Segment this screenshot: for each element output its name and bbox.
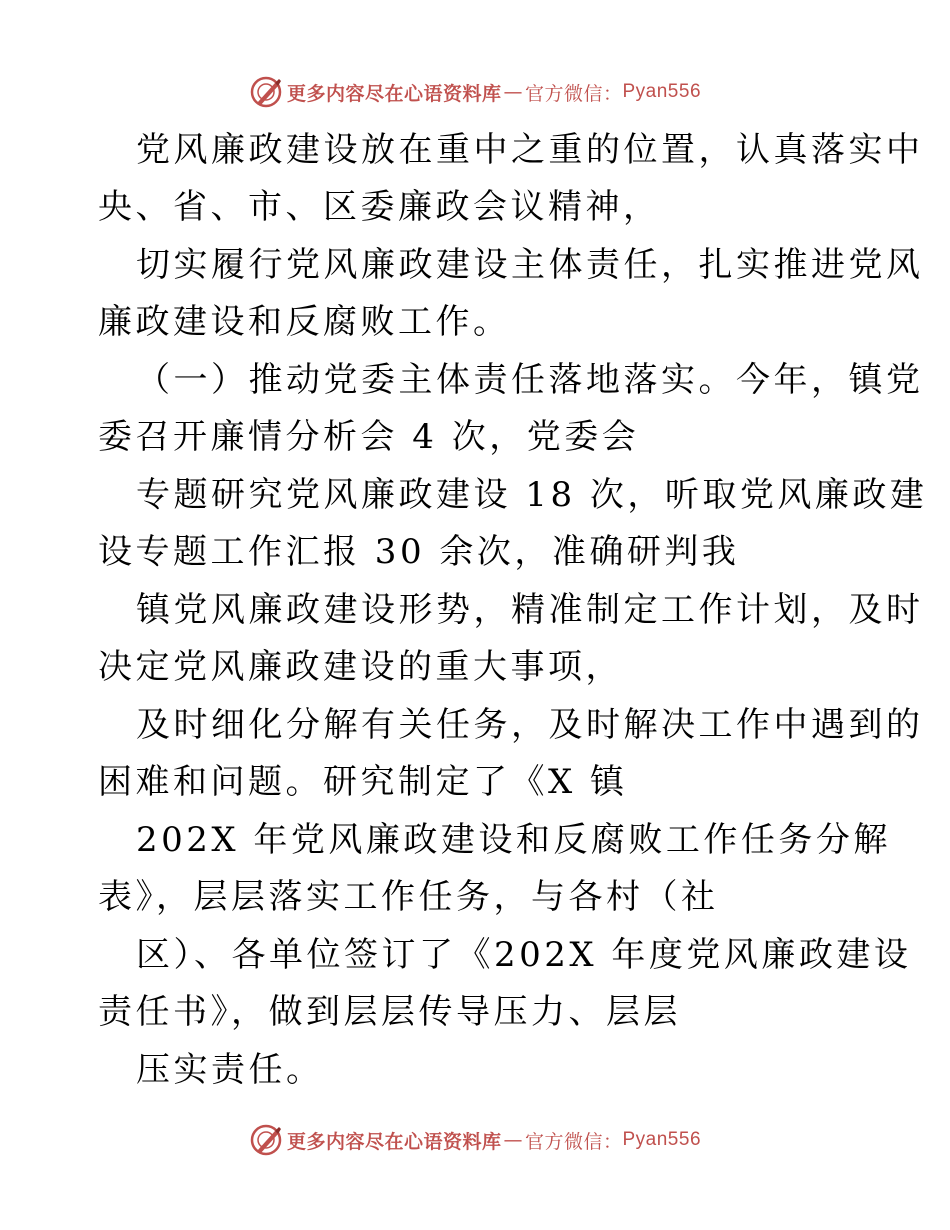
- paragraph-line: 表》，层层落实工作任务，与各村（社: [98, 877, 719, 917]
- watermark-id: Pyan556: [622, 1129, 702, 1150]
- paragraph-line: 及时细化分解有关任务，及时解决工作中遇到的: [136, 705, 924, 745]
- watermark-label: 官方微信：: [524, 1130, 623, 1153]
- paragraph-line: 委召开廉情分析会 4 次，党委会: [98, 417, 640, 457]
- paragraph-line: 设专题工作汇报 30 余次，准确研判我: [98, 532, 740, 572]
- paragraph-line: 区）、各单位签订了《202X 年度党风廉政建设: [136, 935, 912, 975]
- footer-watermark: [0, 1120, 950, 1160]
- watermark-dash: —: [503, 1129, 523, 1151]
- watermark-dash: —: [503, 81, 523, 103]
- paragraph-line: （一）推动党委主体责任落地落实。今年，镇党: [136, 360, 924, 400]
- watermark-id: Pyan556: [622, 81, 702, 102]
- paragraph-line: 困难和问题。研究制定了《X 镇: [98, 762, 628, 802]
- paragraph-line: 决定党风廉政建设的重大事项，: [98, 647, 623, 687]
- watermark-label: 官方微信：: [524, 82, 623, 105]
- paragraph-line: 镇党风廉政建设形势，精准制定工作计划，及时: [136, 590, 924, 630]
- paragraph-line: 202X 年党风廉政建设和反腐败工作任务分解: [136, 820, 891, 860]
- watermark-main-text: 更多内容尽在心语资料库: [286, 1130, 502, 1153]
- watermark-main-text: 更多内容尽在心语资料库: [286, 82, 502, 105]
- paragraph-line: 切实履行党风廉政建设主体责任，扎实推进党风: [136, 245, 924, 285]
- paragraph-line: 压实责任。: [136, 1050, 324, 1090]
- header-watermark: [0, 72, 950, 112]
- paragraph-line: 责任书》，做到层层传导压力、层层: [98, 992, 681, 1032]
- pen-logo-icon: [249, 75, 283, 109]
- paragraph-line: 廉政建设和反腐败工作。: [98, 302, 511, 342]
- paragraph-line: 专题研究党风廉政建设 18 次，听取党风廉政建: [136, 475, 928, 515]
- paragraph-line: 党风廉政建设放在重中之重的位置，认真落实中: [136, 130, 924, 170]
- pen-logo-icon: [249, 1123, 283, 1157]
- paragraph-line: 央、省、市、区委廉政会议精神，: [98, 187, 661, 227]
